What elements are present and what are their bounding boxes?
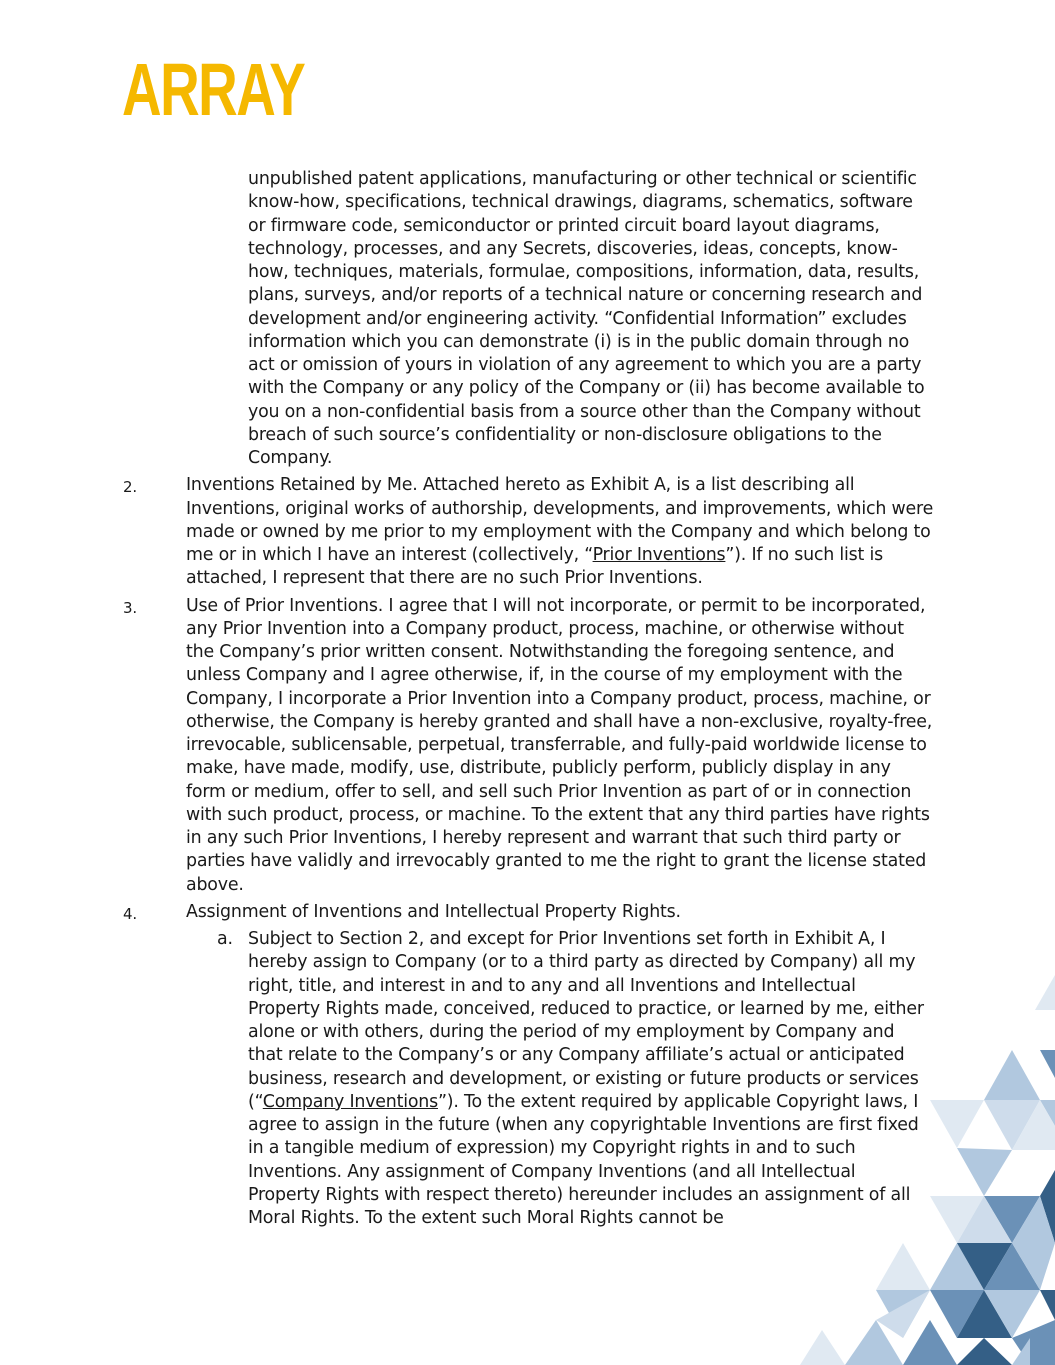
subsection-text <box>248 928 932 1230</box>
section-4 <box>0 901 934 924</box>
subsection-letter: a. <box>217 929 233 949</box>
section-4-title: Assignment of Inventions and Intellectual Property Rights. <box>186 901 681 922</box>
section-3-text: Use of Prior Inventions. I agree that I will not incorporate, or permit to be incorporated, any Prior Invention into a Company product, process, machine, or otherwise without the Company’s prior written consent. Notwithstanding the foregoing sentence, and unless Company and I agree otherwise, if, in the course of my employment with the Company, I incorporate a Prior Invention into a Company product, process, machine, or otherwise, the Company is hereby granted and shall have a non-exclusive, royalty-free, irrevocable, sublicensable, perpetual, transferrable, and fully-paid worldwide license to make, have made, modify, use, distribute, publicly perform, publicly display in any form or medium, offer to sell, and sell such Prior Invention as part of or in connection with such product, process, or machine. To the extent that any third parties have rights in any such Prior Inventions, I hereby represent and warrant that such third party or parties have validly and irrevocably granted to me the right to grant the license stated above. <box>186 595 933 895</box>
section-4a-text-after: ”). To the extent required by applicable Copyright laws, I agree to assign in the future (when any copyrightable Inventions are first fixed in a tangible medium of expression) my Copyright rights in and to such Inventions. Any assignment of Company Inventions (and all Intellectual Property Rights with respect thereto) hereunder includes an assignment of all Moral Rights. To the extent such Moral Rights cannot be <box>248 1091 919 1228</box>
section-4a-text-before: Subject to Section 2, and except for Prior Inventions set forth in Exhibit A, I hereby assign to Company (or to a third party as directed by Company) all my right, title, and interest in and to any and all Inventions and Intellectual Property Rights made, conceived, reduced to practice, or learned by me, either alone or with others, during the period of my employment by Company and that relate to the Company’s or any Company affiliate’s actual or anticipated business, research and development, or existing or future products or services (“ <box>248 929 924 1112</box>
section-2-text-after: ”). If no such list is attached, I represent that there are no such Prior Inventions. <box>186 545 883 589</box>
section-number: 2. <box>123 478 137 497</box>
section-3 <box>0 595 934 897</box>
section-number: 3. <box>123 598 137 617</box>
section-4a <box>0 928 932 1230</box>
defined-term-prior-inventions: Prior Inventions <box>592 545 726 565</box>
continued-paragraph: unpublished patent applications, manufacturing or other technical or scientific know-how, specifications, technical drawings, diagrams, schematics, software or firmware code, semiconductor or printed circuit board layout diagrams, technology, processes, and any Secrets, discoveries, ideas, concepts, know-how, techniques, materials, formulae, compositions, information, data, results, plans, surveys, and/or reports of a technical nature or concerning research and development and/or engineering activity. “Confidential Information” excludes information which you can demonstrate (i) is in the public domain through no act or omission of yours in violation of any agreement to which you are a party with the Company or any policy of the Company or (ii) has become available to you on a non-confidential basis from a source other than the Company without breach of such source’s confidentiality or non-disclosure obligations to the Company. <box>248 169 925 468</box>
section-text <box>186 474 934 590</box>
section-2 <box>0 474 934 590</box>
section-2-text-before: Inventions Retained by Me. Attached hereto as Exhibit A, is a list describing all Inventions, original works of authorship, developments, and improvements, which were made or owned by me prior to my employment with the Company and which belong to me or in which I have an interest (collectively, “ <box>186 475 934 565</box>
document-body <box>0 168 1055 1230</box>
section-number: 4. <box>123 904 137 923</box>
company-logo: ARRAY <box>122 48 305 131</box>
defined-term-company-inventions: Company Inventions <box>262 1091 438 1112</box>
